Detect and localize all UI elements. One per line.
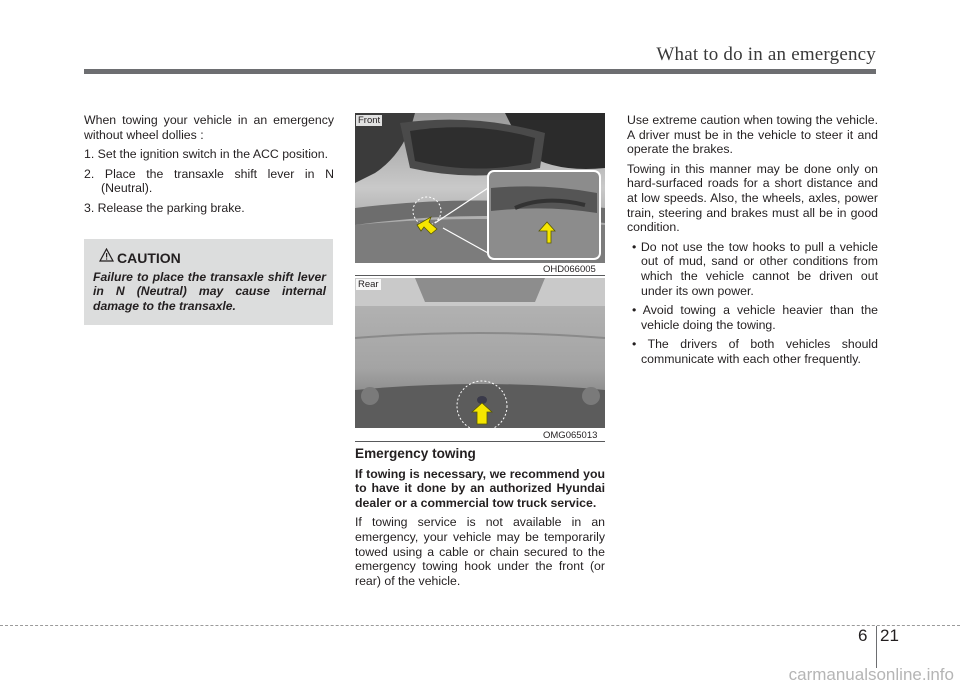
caution-text: Failure to place the transaxle shift lever in N (Neutral) may cause internal damage to the transaxle.	[93, 270, 326, 313]
warning-triangle-icon	[99, 248, 114, 262]
step-1: 1. Set the ignition switch in the ACC position.	[84, 147, 329, 162]
section-title: What to do in an emergency	[656, 44, 876, 65]
rear-image-label: Rear	[358, 279, 379, 290]
right-column	[627, 113, 878, 372]
roads-paragraph: Towing in this manner may be done only on hard-surfaced roads for a short distance and at low speeds. Also, the wheels, axles, power train, steering and brakes must all be in good condition.	[627, 161, 878, 235]
intro-text: When towing your vehicle in an emergency without wheel dollies :	[84, 113, 334, 142]
bullet-text: Avoid towing a vehicle heavier than the vehicle doing the towing.	[641, 303, 878, 332]
rear-image-code: OMG065013	[543, 430, 598, 441]
page-number: 21	[880, 626, 899, 645]
watermark: carmanualsonline.info	[788, 665, 954, 684]
bullet-item: • Avoid towing a vehicle heavier than the vehicle doing the towing.	[632, 303, 878, 332]
header-rule	[84, 69, 876, 74]
recommend-paragraph: If towing is necessary, we recommend you to have it done by an authorized Hyundai dealer or a commercial tow truck service.	[355, 466, 605, 510]
front-image-rule	[355, 275, 605, 276]
bullet-text: The drivers of both vehicles should communicate with each other frequently.	[641, 337, 878, 366]
front-image-label: Front	[358, 115, 381, 126]
page-number-divider	[876, 626, 877, 668]
front-image-code: OHD066005	[543, 264, 596, 275]
step-2: 2. Place the transaxle shift lever in N (Neutral).	[84, 166, 334, 196]
section-number: 6	[858, 626, 868, 645]
caution-box	[84, 239, 333, 325]
bullet-text: Do not use the tow hooks to pull a vehicle out of mud, sand or other conditions from which the vehicle cannot be driven out under its own power.	[640, 239, 878, 298]
step-3: 3. Release the parking brake.	[84, 200, 245, 215]
footer-rule	[0, 625, 960, 626]
left-column	[84, 113, 334, 221]
emergency-towing-heading: Emergency towing	[355, 446, 476, 461]
rear-image-rule	[355, 441, 605, 442]
front-tow-hook-image	[355, 113, 605, 263]
bullet-item: • Do not use the tow hooks to pull a vehicle out of mud, sand or other conditions from which the vehicle cannot be driven out under its own power.	[632, 239, 878, 298]
rear-tow-hook-image	[355, 278, 605, 428]
caution-paragraph: Use extreme caution when towing the vehicle. A driver must be in the vehicle to steer it and operate the brakes.	[627, 113, 878, 157]
towing-service-paragraph: If towing service is not available in an emergency, your vehicle may be temporarily towed using a cable or chain secured to the emergency towing hook under the front (or rear) of the vehicle.	[355, 515, 605, 588]
middle-column	[355, 447, 605, 593]
caution-title: CAUTION	[117, 250, 181, 266]
bullet-item: • The drivers of both vehicles should communicate with each other frequently.	[632, 337, 878, 366]
